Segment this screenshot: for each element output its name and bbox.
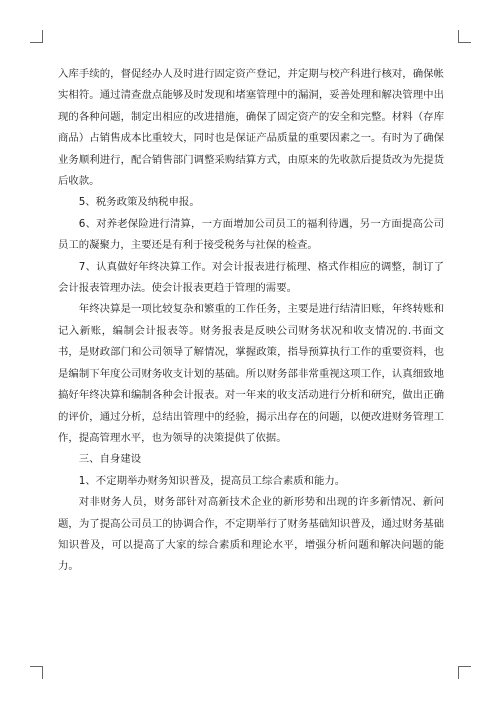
crop-mark-bottom-right	[458, 666, 471, 679]
crop-mark-top-left	[30, 30, 43, 43]
paragraph-training: 对非财务人员，财务部针对高新技术企业的新形势和出现的许多新情况、新问题，为了提高公司员工的协调合作，不定期举行了财务基础知识普及，通过财务基础知识普及，可以提高了大家的综合素质和理论水平，增强分析问题和解决问题的能力。	[58, 496, 444, 573]
paragraph-continuation: 入库手续的，督促经办人及时进行固定资产登记，并定期与校产科进行核对，确保帐实相符。通过清查盘点能够及时发现和堵塞管理中的漏洞，妥善处理和解决管理中出现的各种问题，制定出相应的改进措施，确保了固定资产的安全和完整。材料（存库商品）占销售成本比重较大，同时也是保证产品质量的重要因素之一。有时为了确保业务顺利进行，配合销售部门调整采购结算方式，由原来的先收款后提货改为先提货后收款。	[58, 68, 444, 188]
paragraph-item-7: 7、认真做好年终决算工作。对会计报表进行梳理、格式作相应的调整，制订了会计报表管理办法。使会计报表更趋于管理的需要。	[58, 260, 444, 295]
paragraph-item-6: 6、对养老保险进行清算，一方面增加公司员工的福利待遇，另一方面提高公司员工的凝聚力，主要还是有利于接受税务与社保的检查。	[58, 217, 444, 252]
paragraph-year-end: 年终决算是一项比较复杂和繁重的工作任务，主要是进行结清旧账，年终转账和记入新账，编制会计报表等。财务报表是反映公司财务状况和收支情况的.书面文书，是财政部门和公司领导了解情况，掌握政策，指导预算执行工作的重要资料，也是编制下年度公司财务收支计划的基础。所以财务部非常重视这项工作，认真细致地搞好年终决算和编制各种会计报表。对一年来的收支活动进行分析和研究，做出正确的评价，通过分析，总结出管理中的经验，揭示出存在的问题，以便改进财务管理工作，提高管理水平，也为领导的决策提供了依据。	[58, 303, 444, 444]
paragraph-item-1: 1、不定期举办财务知识普及，提高员工综合素质和能力。	[78, 474, 346, 487]
section-heading: 三、自身建设	[78, 453, 142, 466]
paragraph-item-5: 5、税务政策及纳税申报。	[78, 196, 200, 209]
document-body	[58, 64, 444, 578]
crop-mark-top-right	[458, 30, 471, 43]
crop-mark-bottom-left	[30, 666, 43, 679]
